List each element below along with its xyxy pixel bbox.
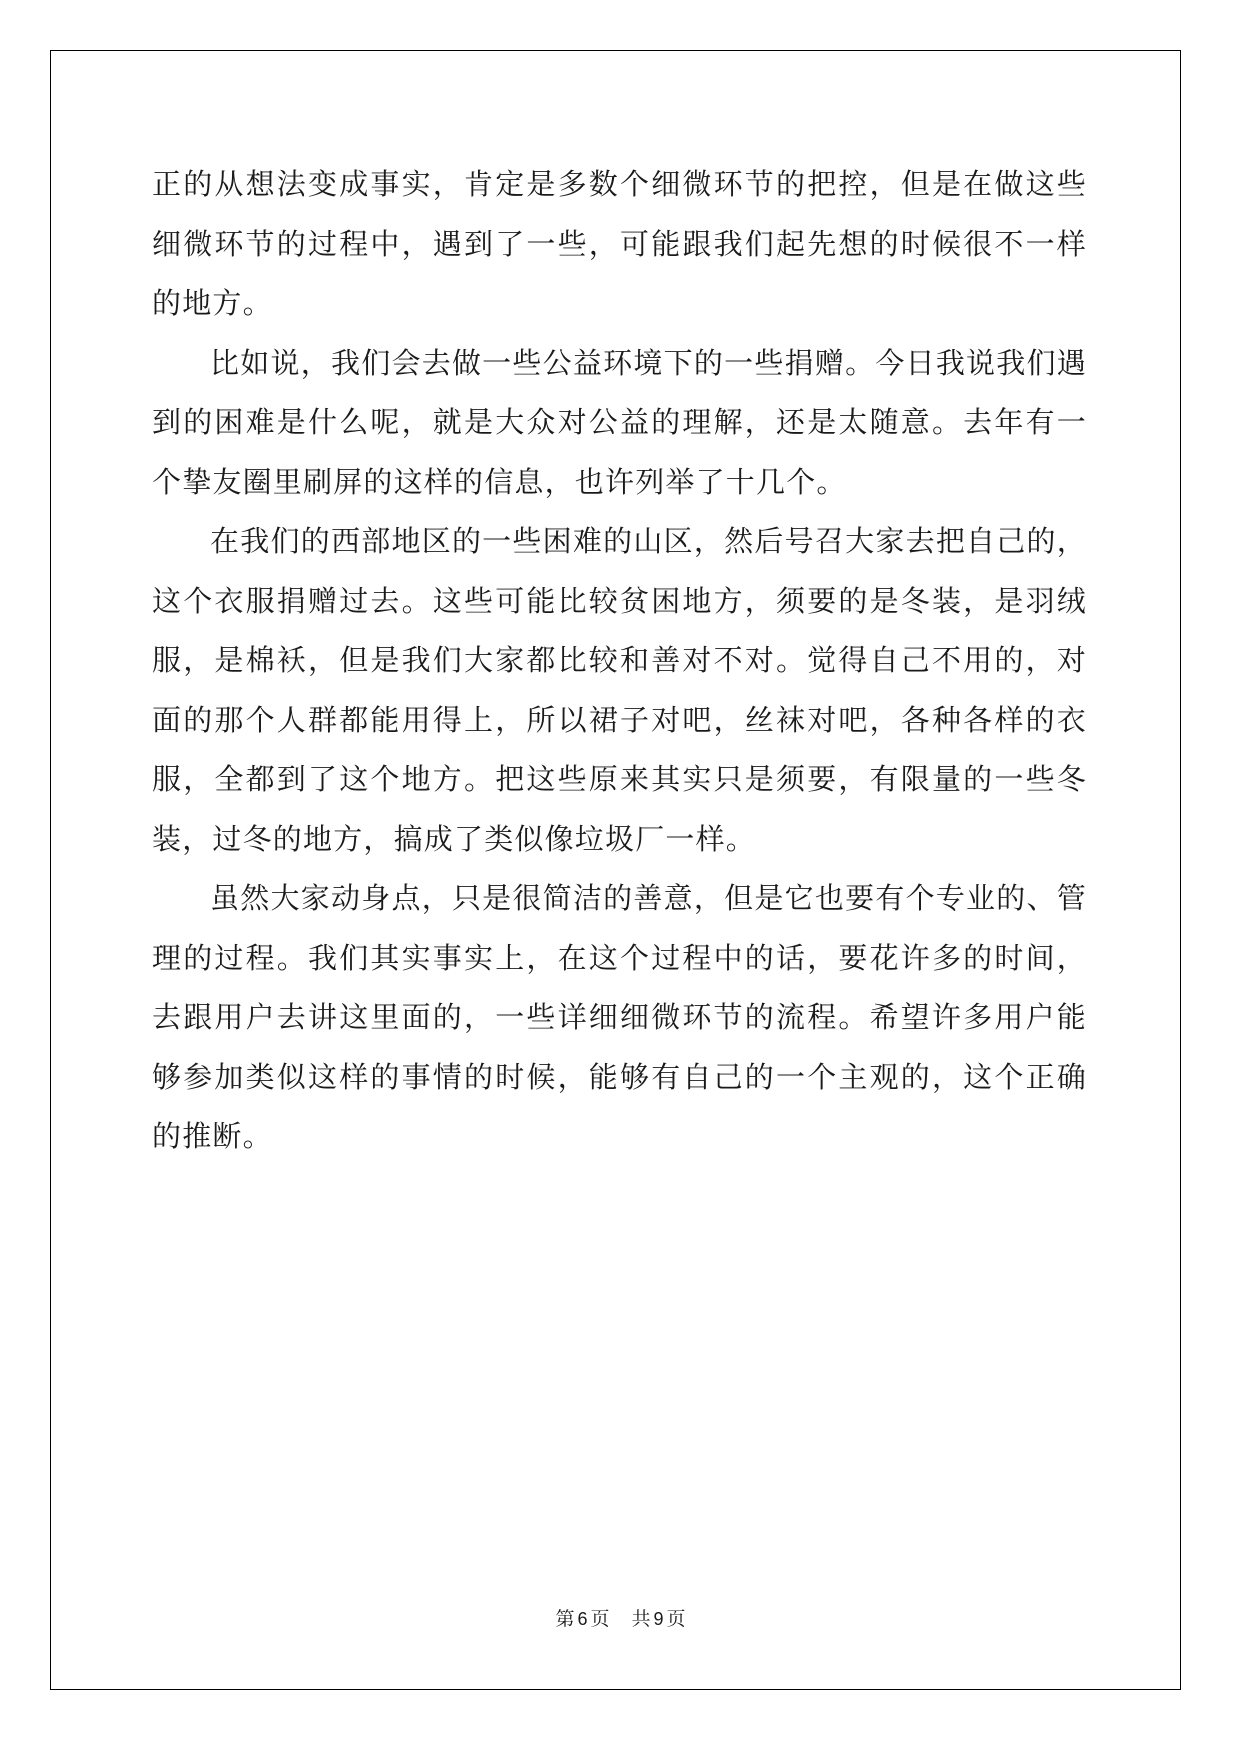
page-suffix: 页 bbox=[590, 1608, 610, 1630]
paragraph-4: 虽然大家动身点，只是很简洁的善意，但是它也要有个专业的、管理的过程。我们其实事实上，在这个过程中的话，要花许多的时间，去跟用户去讲这里面的，一些详细细微环节的流程。希望许多用户能够参加类似这样的事情的时候，能够有自己的一个主观的，这个正确的推断。 bbox=[152, 881, 1087, 1153]
page-footer bbox=[0, 1604, 1241, 1631]
current-page-number: 6 bbox=[577, 1609, 588, 1629]
document-body bbox=[152, 155, 1087, 1167]
paragraph-2: 比如说，我们会去做一些公益环境下的一些捐赠。今日我说我们遇到的困难是什么呢，就是大众对公益的理解，还是太随意。去年有一个挚友圈里刷屏的这样的信息，也许列举了十几个。 bbox=[152, 345, 1087, 499]
total-page-number: 9 bbox=[653, 1609, 664, 1629]
paragraph-3: 在我们的西部地区的一些困难的山区，然后号召大家去把自己的，这个衣服捐赠过去。这些可能比较贫困地方，须要的是冬装，是羽绒服，是棉袄，但是我们大家都比较和善对不对。觉得自己不用的，对面的那个人群都能用得上，所以裙子对吧，丝袜对吧，各种各样的衣服，全都到了这个地方。把这些原来其实只是须要，有限量的一些冬装，过冬的地方，搞成了类似像垃圾厂一样。 bbox=[152, 524, 1087, 856]
paragraph-1: 正的从想法变成事实，肯定是多数个细微环节的把控，但是在做这些细微环节的过程中，遇到了一些，可能跟我们起先想的时候很不一样的地方。 bbox=[152, 167, 1087, 320]
total-suffix: 页 bbox=[666, 1608, 686, 1630]
page-prefix: 第 bbox=[555, 1608, 575, 1630]
total-prefix: 共 bbox=[631, 1608, 651, 1630]
